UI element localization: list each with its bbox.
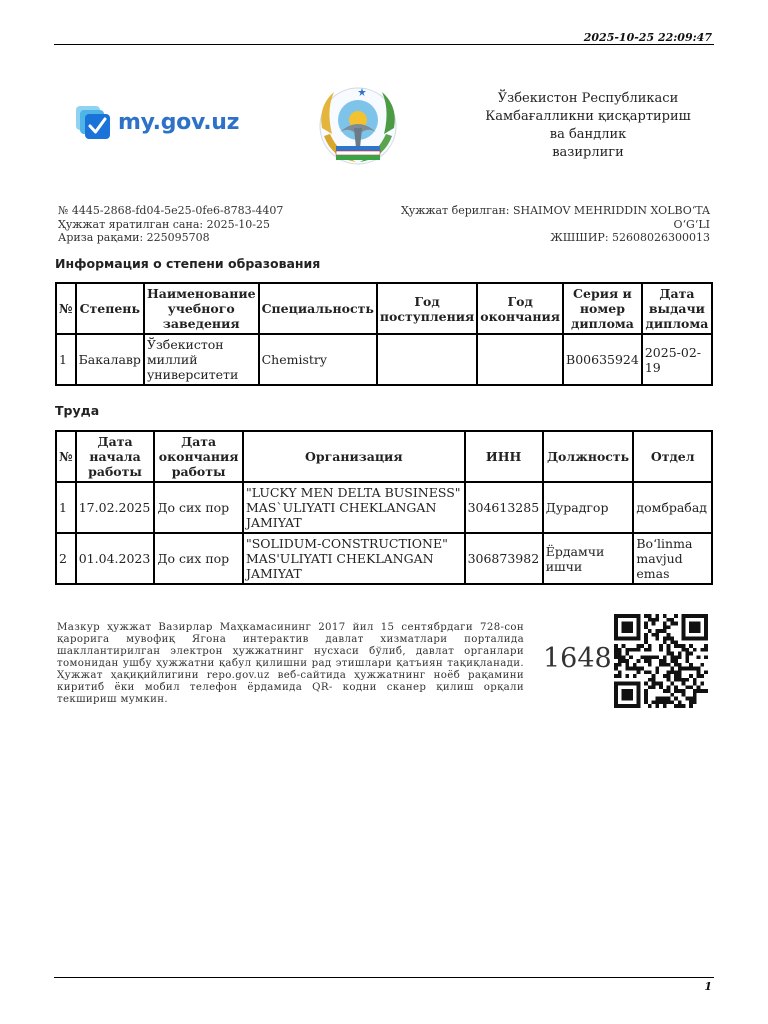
work-table [55, 430, 713, 585]
application-number: Ариза рақами: 225095708 [58, 231, 210, 244]
table-cell: 1 [56, 482, 76, 533]
table-cell: До сих пор [154, 533, 243, 584]
table-cell: B00635924 [563, 334, 642, 385]
table-cell: 2 [56, 533, 76, 584]
document-number: № 4445-2868-fd04-5e25-0fe6-8783-4407 [58, 204, 284, 217]
table-cell: 304613285 [465, 482, 543, 533]
column-header: Год поступления [377, 283, 477, 334]
table-header-row [56, 431, 712, 482]
table-cell: Бакалавр [76, 334, 144, 385]
table-cell: Дурадгор [543, 482, 634, 533]
checkbox-logo-icon [76, 104, 112, 140]
education-section-title: Информация о степени образования [55, 256, 321, 271]
table-cell [477, 334, 563, 385]
table-row [56, 482, 712, 533]
column-header: Отдел [633, 431, 712, 482]
column-header: Дата начала работы [76, 431, 155, 482]
footer-divider [54, 977, 714, 978]
document-timestamp: 2025-10-25 22:09:47 [583, 31, 712, 44]
issued-to-line-1: Ҳужжат берилган: SHAIMOV MEHRIDDIN XOLBO‘TA [400, 204, 710, 217]
table-cell: Bo‘linma mavjud emas [633, 533, 712, 584]
document-meta-right [380, 204, 710, 245]
column-header: Степень [76, 283, 144, 334]
verification-code: 1648 [543, 643, 612, 674]
column-header: Должность [543, 431, 634, 482]
table-cell: 306873982 [465, 533, 543, 584]
table-cell: До сих пор [154, 482, 243, 533]
table-row [56, 334, 712, 385]
column-header: № [56, 283, 76, 334]
column-header: Серия и номер диплома [563, 283, 642, 334]
page-number: 1 [704, 980, 712, 993]
table-header-row [56, 283, 712, 334]
ministry-name [470, 90, 706, 162]
legal-notice: Мазкур ҳужжат Вазирлар Маҳкамасининг 2017 йил 15 сентябрдаги 728-сон қарорига мувофиқ Ягона интерактив давлат хизматлари порталида шакллантирилган электрон ҳужжатнинг нусхаси бўлиб, давлат органлари томонидан ушбу ҳужжатни қабул қилишни рад этишлари қатъиян тақиқланади. Ҳужжат ҳақиқийлигини repo.gov.uz веб-сайтида ҳужжатнинг ноёб рақамини киритиб ёки мобил телефон ёрдамида QR- кодни сканер қилиш орқали текшириш мумкин. [57, 622, 524, 705]
column-header: Дата выдачи диплома [642, 283, 712, 334]
table-cell: домбрабад [633, 482, 712, 533]
column-header: Наименование учебного заведения [144, 283, 259, 334]
table-cell: "LUCKY MEN DELTA BUSINESS" MAS`ULIYATI CHEKLANGAN JAMIYAT [243, 482, 465, 533]
ministry-line-4: вазирлиги [552, 145, 624, 160]
header-divider [54, 44, 714, 45]
table-cell: 1 [56, 334, 76, 385]
table-cell: Ўзбекистон миллий университети [144, 334, 259, 385]
ministry-line-2: Камбағалликни қисқартириш [485, 109, 691, 124]
document-meta-left [58, 204, 283, 245]
column-header: Специальность [259, 283, 377, 334]
table-cell: 17.02.2025 [76, 482, 155, 533]
created-date: Ҳужжат яратилган сана: 2025-10-25 [58, 217, 271, 231]
table-row [56, 533, 712, 584]
state-emblem-icon [310, 76, 406, 168]
table-cell: "SOLIDUM-CONSTRUCTIONE" MAS'ULIYATI CHEKLANGAN JAMIYAT [243, 533, 465, 584]
pinfl: ЖШШИР: 52608026300013 [550, 231, 710, 244]
table-cell [377, 334, 477, 385]
education-table [55, 282, 713, 386]
table-cell: Chemistry [259, 334, 377, 385]
mygov-logo[interactable] [76, 104, 239, 140]
column-header: № [56, 431, 76, 482]
column-header: Год окончания [477, 283, 563, 334]
qr-code-icon[interactable] [612, 614, 710, 708]
issued-to-line-2: O‘G‘LI [673, 217, 710, 231]
ministry-line-3: ва бандлик [549, 127, 627, 142]
logo-text: my.gov.uz [118, 109, 240, 135]
ministry-line-1: Ўзбекистон Республикаси [497, 91, 679, 106]
work-section-title: Труда [55, 403, 100, 418]
column-header: Организация [243, 431, 465, 482]
table-cell: 2025-02-19 [642, 334, 712, 385]
table-cell: 01.04.2023 [76, 533, 155, 584]
table-cell: Ёрдамчи ишчи [543, 533, 634, 584]
column-header: Дата окончания работы [154, 431, 243, 482]
column-header: ИНН [465, 431, 543, 482]
